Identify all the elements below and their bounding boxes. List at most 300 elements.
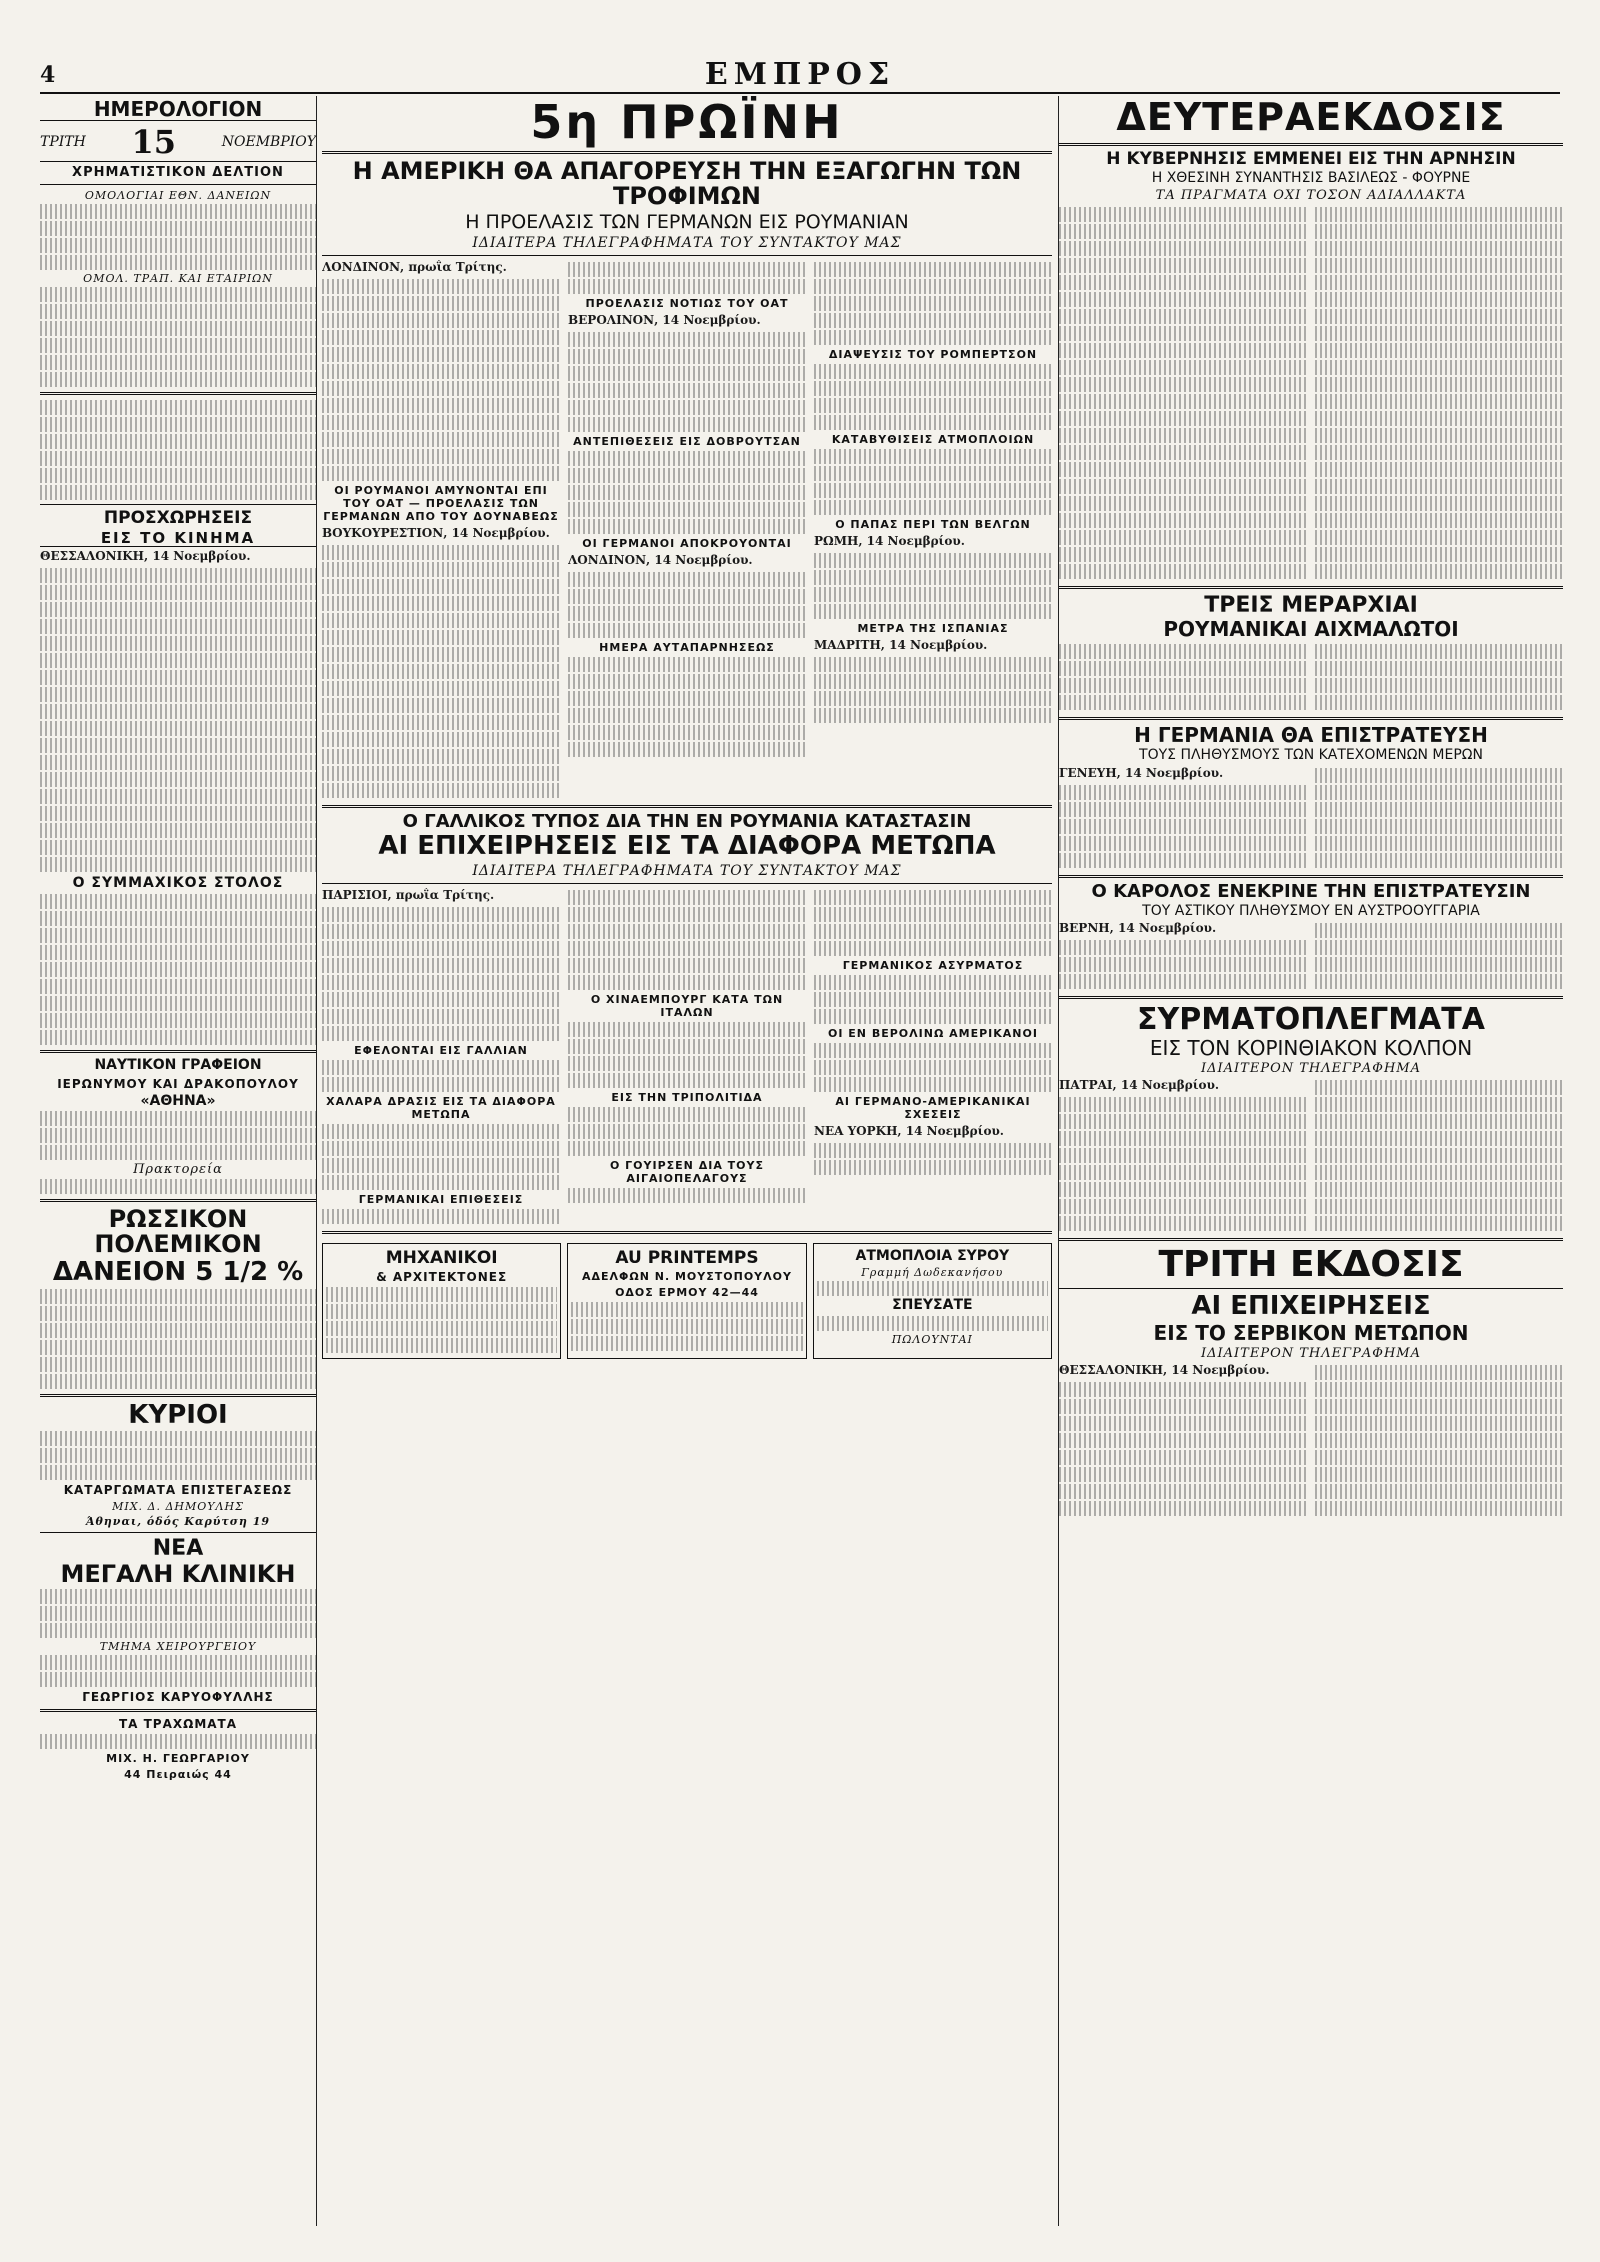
text-block <box>322 381 560 396</box>
text-block <box>1315 1399 1563 1414</box>
text-block <box>568 1107 806 1122</box>
text-block <box>568 572 806 587</box>
text-block <box>1315 974 1563 989</box>
text-block <box>322 415 560 430</box>
text-block <box>568 958 806 973</box>
text-block <box>40 687 316 702</box>
right-article-2 <box>1059 642 1563 712</box>
text-block <box>1059 1148 1307 1163</box>
text-block <box>571 1302 802 1317</box>
text-block <box>40 1145 316 1160</box>
text-block <box>322 613 560 628</box>
text-block <box>1315 224 1563 239</box>
text-block <box>568 1188 806 1203</box>
text-block <box>322 466 560 481</box>
text-block <box>814 941 1052 956</box>
text-block <box>568 674 806 689</box>
right-article-6 <box>1059 1363 1563 1518</box>
text-block <box>322 449 560 464</box>
ad-engineers <box>322 1243 561 1360</box>
text-block <box>1315 479 1563 494</box>
text-block <box>40 857 316 872</box>
text-block <box>568 349 806 364</box>
text-block <box>1315 1114 1563 1129</box>
text-block <box>1059 1114 1307 1129</box>
text-block <box>1315 428 1563 443</box>
text-block <box>40 434 316 449</box>
divider <box>40 184 316 185</box>
text-block <box>814 1077 1052 1092</box>
text-block <box>1059 1165 1307 1180</box>
text-block <box>40 806 316 821</box>
text-block <box>40 568 316 583</box>
text-block <box>1315 1199 1563 1214</box>
text-block <box>1059 836 1307 851</box>
calendar-date-row <box>40 123 316 162</box>
text-block <box>322 545 560 560</box>
text-block <box>1315 695 1563 710</box>
text-block <box>1059 309 1307 324</box>
text-block <box>1059 530 1307 545</box>
naval-ship: «ΑΘΗΝΑ» <box>140 1092 216 1109</box>
ad-printemps-addr: ΟΔΟΣ ΕΡΜΟΥ 42—44 <box>615 1286 759 1300</box>
text-block <box>322 1175 560 1190</box>
text-block <box>1059 547 1307 562</box>
text-block <box>40 979 316 994</box>
divider <box>40 1199 316 1202</box>
text-block <box>568 907 806 922</box>
text-block <box>1315 819 1563 834</box>
ad-syros-title: ΑΤΜΟΠΛΟΙΑ ΣΥΡΟΥ <box>855 1247 1010 1264</box>
text-block <box>1059 695 1307 710</box>
text-block <box>40 1013 316 1028</box>
text-block <box>814 890 1052 905</box>
text-block <box>1315 836 1563 851</box>
headline-fronts: ΑΙ ΕΠΙΧΕΙΡΗΣΕΙΣ ΕΙΣ ΤΑ ΔΙΑΦΟΡΑ ΜΕΤΩΠΑ <box>378 831 996 862</box>
text-block <box>1059 360 1307 375</box>
text-block <box>322 1060 560 1075</box>
text-block <box>40 468 316 483</box>
text-block <box>1315 292 1563 307</box>
text-block <box>1059 1450 1307 1465</box>
text-block <box>568 1141 806 1156</box>
text-block <box>1059 445 1307 460</box>
text-block <box>40 238 316 253</box>
text-block <box>1315 1182 1563 1197</box>
text-block <box>1059 1484 1307 1499</box>
sub-wilson: Ο ΓΟΥΙΡΣΕΝ ΔΙΑ ΤΟΥΣ ΑΙΓΑΙΟΠΕΛΑΓΟΥΣ <box>609 1158 764 1185</box>
text-block <box>568 468 806 483</box>
text-block <box>568 623 806 638</box>
text-block <box>1059 785 1307 800</box>
sub-german-wireless: ΓΕΡΜΑΝΙΚΟΣ ΑΣΥΡΜΑΤΟΣ <box>842 958 1024 972</box>
text-block <box>814 466 1052 481</box>
text-block <box>322 783 560 798</box>
ad-syros-sub: Γραμμή Δωδεκανήσου <box>861 1266 1004 1280</box>
text-block <box>1315 377 1563 392</box>
second-article <box>322 888 1052 1226</box>
text-block <box>814 1143 1052 1158</box>
special-telegram-2: ΙΔΙΑΙΤΕΡΟΝ ΤΗΛΕΓΡΑΦΗΜΑ <box>1201 1346 1421 1362</box>
telegrams-label: ΙΔΙΑΙΤΕΡΑ ΤΗΛΕΓΡΑΦΗΜΑΤΑ ΤΟΥ ΣΥΝΤΑΚΤΟΥ ΜΑΣ <box>472 234 902 251</box>
clinic-title: ΜΕΓΑΛΗ ΚΛΙΝΙΚΗ <box>60 1560 296 1589</box>
trachoma-title: ΤΑ ΤΡΑΧΩΜΑΤΑ <box>118 1717 238 1732</box>
text-block <box>40 1672 316 1687</box>
text-block <box>326 1287 557 1302</box>
text-block <box>1059 957 1307 972</box>
text-block <box>814 553 1052 568</box>
text-block <box>1315 1501 1563 1516</box>
text-block <box>1059 258 1307 273</box>
text-block <box>322 1009 560 1024</box>
text-block <box>322 958 560 973</box>
sub-robertson: ΔΙΑΨΕΥΣΙΣ ΤΟΥ ΡΟΜΠΕΡΤΣΟΝ <box>828 347 1038 361</box>
text-block <box>568 485 806 500</box>
ad-for-sale: ΠΩΛΟΥΝΤΑΙ <box>891 1332 973 1346</box>
text-block <box>1059 292 1307 307</box>
text-block <box>1059 394 1307 409</box>
text-block <box>568 451 806 466</box>
right-article-6-col-1 <box>1059 1363 1307 1518</box>
text-block <box>1059 564 1307 579</box>
text-block <box>814 364 1052 379</box>
text-block <box>817 1281 1048 1296</box>
divider <box>322 883 1052 884</box>
text-block <box>814 1160 1052 1175</box>
text-block <box>40 585 316 600</box>
sub-americans-berlin: ΟΙ ΕΝ ΒΕΡΟΛΙΝΩ ΑΜΕΡΙΚΑΝΟΙ <box>828 1026 1038 1040</box>
text-block <box>1315 343 1563 358</box>
text-block <box>1315 661 1563 676</box>
text-block <box>1315 496 1563 511</box>
text-block <box>1315 258 1563 273</box>
text-block <box>568 742 806 757</box>
text-block <box>1315 241 1563 256</box>
main-headline: Η ΑΜΕΡΙΚΗ ΘΑ ΑΠΑΓΟΡΕΥΣΗ ΤΗΝ ΕΞΑΓΩΓΗΝ ΤΩΝ ΤΡΟΦΙΜΩΝ <box>352 157 1022 211</box>
text-block <box>568 606 806 621</box>
text-block <box>568 1073 806 1088</box>
main-subhead: Η ΠΡΟΕΛΑΣΙΣ ΤΩΝ ΓΕΡΜΑΝΩΝ ΕΙΣ ΡΟΥΜΑΝΙΑΝ <box>465 210 909 233</box>
text-block <box>1315 309 1563 324</box>
text-block <box>40 1289 316 1304</box>
text-block <box>814 279 1052 294</box>
text-block <box>1059 496 1307 511</box>
text-block <box>40 755 316 770</box>
text-block <box>322 279 560 294</box>
text-block <box>814 1009 1052 1024</box>
text-block <box>322 681 560 696</box>
dateline-rome: ΡΩΜΗ, 14 Νοεμβρίου. <box>814 533 965 548</box>
germany-mobilize: Η ΓΕΡΜΑΝΙΑ ΘΑ ΕΠΙΣΤΡΑΤΕΥΣΗ <box>1134 723 1488 748</box>
text-block <box>40 894 316 909</box>
right-article-2-col-1 <box>1059 642 1307 712</box>
text-block <box>814 604 1052 619</box>
dateline-madrid: ΜΑΔΡΙΤΗ, 14 Νοεμβρίου. <box>814 637 988 652</box>
text-block <box>1315 445 1563 460</box>
text-block <box>322 1209 560 1224</box>
text-block <box>322 1141 560 1156</box>
article2-col-3 <box>814 888 1052 1226</box>
text-block <box>1315 513 1563 528</box>
text-block <box>1315 564 1563 579</box>
text-block <box>1315 957 1563 972</box>
right-subhead2: ΤΑ ΠΡΑΓΜΑΤΑ ΟΧΙ ΤΟΣΟΝ ΑΔΙΑΛΛΑΚΤΑ <box>1155 188 1467 204</box>
permits-title: ΚΑΤΑΡΓΩΜΑΤΑ ΕΠΙΣΤΕΓΑΣΕΩΣ <box>63 1482 293 1497</box>
divider <box>1059 143 1563 146</box>
text-block <box>814 975 1052 990</box>
sub-spain: ΜΕΤΡΑ ΤΗΣ ΙΣΠΑΝΙΑΣ <box>857 621 1009 635</box>
operations: ΑΙ ΕΠΙΧΕΙΡΗΣΕΙΣ <box>1191 1291 1431 1322</box>
right-article-1 <box>1059 205 1563 581</box>
text-block <box>1315 802 1563 817</box>
text-block <box>1315 360 1563 375</box>
text-block <box>322 907 560 922</box>
text-block <box>1059 411 1307 426</box>
loan-rate: ΔΑΝΕΙΟΝ 5 1/2 % <box>52 1257 304 1288</box>
text-block <box>814 907 1052 922</box>
text-block <box>40 1606 316 1621</box>
text-block <box>322 562 560 577</box>
text-block <box>1315 207 1563 222</box>
text-block <box>1059 326 1307 341</box>
article-col-1 <box>322 260 560 800</box>
ad-printemps-sub: ΑΔΕΛΦΩΝ Ν. ΜΟΥΣΤΟΠΟΥΛΟΥ <box>581 1270 792 1284</box>
text-block <box>814 1060 1052 1075</box>
text-block <box>1059 819 1307 834</box>
main-article <box>322 260 1052 800</box>
loan-title: ΡΩΣΣΙΚΟΝ ΠΟΛΕΜΙΚΟΝ <box>94 1204 262 1259</box>
text-block <box>40 911 316 926</box>
right-article-4-col-2 <box>1315 921 1563 991</box>
text-block <box>568 279 806 294</box>
article-col-3 <box>814 260 1052 800</box>
advance-title: ΠΡΟΣΧΩΡΗΣΕΙΣ <box>103 508 253 528</box>
dateline-patras: ΠΑΤΡΑΙ, 14 Νοεμβρίου. <box>1059 1078 1220 1093</box>
text-block <box>322 647 560 662</box>
text-block <box>326 1338 557 1353</box>
text-block <box>322 330 560 345</box>
text-block <box>814 500 1052 515</box>
text-block <box>40 962 316 977</box>
text-block <box>1059 1433 1307 1448</box>
text-block <box>1059 1216 1307 1231</box>
divider <box>322 1231 1052 1234</box>
text-block <box>568 366 806 381</box>
three-divisions: ΤΡΕΙΣ ΜΕΡΑΡΧΙΑΙ <box>1204 593 1418 619</box>
right-article-5-col-2 <box>1315 1078 1563 1233</box>
text-block <box>1315 1131 1563 1146</box>
text-block <box>1315 785 1563 800</box>
divider <box>40 1394 316 1397</box>
right-subhead: Η ΧΘΕΣΙΝΗ ΣΥΝΑΝΤΗΣΙΣ ΒΑΣΙΛΕΩΣ - ΦΟΥΡΝΕ <box>1151 169 1471 186</box>
dateline-bucharest: ΒΟΥΚΟΥΡΕΣΤΙΟΝ, 14 Νοεμβρίου. <box>322 525 550 540</box>
text-block <box>1059 1382 1307 1397</box>
text-block <box>814 483 1052 498</box>
text-block <box>568 975 806 990</box>
text-block <box>322 975 560 990</box>
text-block <box>40 721 316 736</box>
text-block <box>1315 530 1563 545</box>
text-block <box>40 1306 316 1321</box>
ad-hurry-title: ΣΠΕΥΣΑΤΕ <box>892 1297 973 1314</box>
text-block <box>1059 462 1307 477</box>
text-block <box>1059 275 1307 290</box>
romanian-prisoners: ΡΟΥΜΑΝΙΚΑΙ ΑΙΧΜΑΛΩΤΟΙ <box>1163 617 1459 642</box>
sub-germans-repelled: ΟΙ ΓΕΡΜΑΝΟΙ ΑΠΟΚΡΟΥΟΝΤΑΙ <box>582 536 792 550</box>
divider <box>1059 875 1563 878</box>
advance-sub: ΕΙΣ ΤΟ ΚΙΝΗΜΑ <box>40 530 316 548</box>
middle-column <box>322 96 1052 2226</box>
text-block <box>322 924 560 939</box>
text-block <box>568 1022 806 1037</box>
text-block <box>40 738 316 753</box>
permits-name: ΜΙΧ. Δ. ΔΗΜΟΥΛΗΣ <box>112 1499 244 1513</box>
wire-fences: ΣΥΡΜΑΤΟΠΛΕΓΜΑΤΑ <box>1137 1001 1485 1037</box>
right-article-4-col-1 <box>1059 921 1307 991</box>
text-block <box>1315 1433 1563 1448</box>
text-block <box>568 262 806 277</box>
text-block <box>814 262 1052 277</box>
text-block <box>322 398 560 413</box>
text-block <box>1059 678 1307 693</box>
text-block <box>1059 940 1307 955</box>
text-block <box>568 1056 806 1071</box>
dateline-geneva: ΓΕΝΕΥΗ, 14 Νοεμβρίου. <box>1059 765 1224 780</box>
text-block <box>40 789 316 804</box>
fleet-title: Ο ΣΥΜΜΑΧΙΚΟΣ ΣΤΟΛΟΣ <box>72 875 284 892</box>
text-block <box>40 372 316 387</box>
text-block <box>814 313 1052 328</box>
text-block <box>40 400 316 415</box>
text-block <box>568 657 806 672</box>
text-block <box>40 338 316 353</box>
text-block <box>40 1623 316 1638</box>
text-block <box>40 1179 316 1194</box>
sub-sinkings: ΚΑΤΑΒΥΘΙΣΕΙΣ ΑΤΜΟΠΛΟΙΩΝ <box>831 432 1035 446</box>
text-block <box>1315 1365 1563 1380</box>
dateline-thessaloniki: ΘΕΣΣΑΛΟΝΙΚΗ, 14 Νοεμβρίου. <box>1059 1363 1270 1378</box>
text-block <box>814 330 1052 345</box>
text-block <box>568 332 806 347</box>
text-block <box>571 1336 802 1351</box>
text-block <box>568 1039 806 1054</box>
text-block <box>1315 462 1563 477</box>
text-block <box>1059 513 1307 528</box>
sub-slack-action: ΧΑΛΑΡΑ ΔΡΑΣΙΣ ΕΙΣ ΤΑ ΔΙΑΦΟΡΑ ΜΕΤΩΠΑ <box>326 1094 556 1121</box>
text-block <box>40 287 316 302</box>
second-edition: ΔΕΥΤΕΡΑΕΚΔΟΣΙΣ <box>1116 96 1506 139</box>
text-block <box>1315 394 1563 409</box>
text-block <box>322 749 560 764</box>
text-block <box>1315 1467 1563 1482</box>
right-article-3-col-1 <box>1059 766 1307 870</box>
text-block <box>40 670 316 685</box>
text-block <box>40 304 316 319</box>
divider <box>322 255 1052 256</box>
text-block <box>814 381 1052 396</box>
page-number: 4 <box>40 62 56 88</box>
text-block <box>568 691 806 706</box>
divider <box>1059 996 1563 999</box>
text-block <box>326 1321 557 1336</box>
right-column <box>1058 96 1563 2226</box>
divider <box>1059 1288 1563 1289</box>
text-block <box>1059 661 1307 676</box>
right-article-2-col-2 <box>1315 642 1563 712</box>
text-block <box>814 691 1052 706</box>
text-block <box>322 1026 560 1041</box>
text-block <box>40 355 316 370</box>
text-block <box>814 449 1052 464</box>
text-block <box>814 587 1052 602</box>
ads-row <box>322 1239 1052 1364</box>
text-block <box>40 221 316 236</box>
text-block <box>322 364 560 379</box>
calendar-day: ΤΡΙΤΗ <box>40 134 86 150</box>
text-block <box>1315 411 1563 426</box>
text-block <box>322 432 560 447</box>
trachoma-doctor: ΜΙΧ. Η. ΓΕΩΡΓΑΡΙΟΥ <box>106 1752 250 1766</box>
text-block <box>814 415 1052 430</box>
article-col-2 <box>568 260 806 800</box>
lords-title: ΚΥΡΙΟΙ <box>128 1399 228 1430</box>
text-block <box>1059 802 1307 817</box>
text-block <box>322 941 560 956</box>
corinthian-gulf: ΕΙΣ ΤΟΝ ΚΟΡΙΝΘΙΑΚΟΝ ΚΟΛΠΟΝ <box>1149 1036 1473 1061</box>
text-block <box>322 347 560 362</box>
text-block <box>1059 974 1307 989</box>
text-block <box>568 417 806 432</box>
text-block <box>568 708 806 723</box>
text-block <box>814 657 1052 672</box>
text-block <box>1315 1216 1563 1231</box>
divider <box>322 805 1052 808</box>
text-block <box>1059 1416 1307 1431</box>
article2-col-2 <box>568 888 806 1226</box>
clinic-dept: ΤΜΗΜΑ ΧΕΙΡΟΥΡΓΕΙΟΥ <box>99 1640 257 1654</box>
text-block <box>1315 326 1563 341</box>
text-block <box>40 1340 316 1355</box>
text-block <box>1315 853 1563 868</box>
text-block <box>814 570 1052 585</box>
text-block <box>1059 1182 1307 1197</box>
headline-french-press: Ο ΓΑΛΛΙΚΟΣ ΤΥΠΟΣ ΔΙΑ ΤΗΝ ΕΝ ΡΟΥΜΑΝΙΑ ΚΑΤΑΣΤΑΣΙΝ <box>402 810 972 832</box>
third-edition: ΤΡΙΤΗ ΕΚΔΟΣΙΣ <box>1158 1244 1464 1286</box>
text-block <box>568 924 806 939</box>
text-block <box>1059 853 1307 868</box>
sub-pope: Ο ΠΑΠΑΣ ΠΕΡΙ ΤΩΝ ΒΕΛΓΩΝ <box>835 517 1031 531</box>
telegrams-label-2: ΙΔΙΑΙΤΕΡΑ ΤΗΛΕΓΡΑΦΗΜΑΤΑ ΤΟΥ ΣΥΝΤΑΚΤΟΥ ΜΑΣ <box>472 862 902 879</box>
ad-engineers-title: ΜΗΧΑΝΙΚΟΙ <box>385 1247 498 1268</box>
text-block <box>568 502 806 517</box>
text-block <box>1315 1484 1563 1499</box>
text-block <box>40 417 316 432</box>
clinic-new: ΝΕΑ <box>152 1535 204 1561</box>
permits-addr: Άθηναι, όδός Καρύτση 19 <box>85 1514 271 1528</box>
text-block <box>568 519 806 534</box>
text-block <box>814 674 1052 689</box>
text-block <box>40 1655 316 1670</box>
text-block <box>1315 940 1563 955</box>
right-article-3-col-2 <box>1315 766 1563 870</box>
right-article-4 <box>1059 921 1563 991</box>
text-block <box>1315 1080 1563 1095</box>
serbian-front: ΕΙΣ ΤΟ ΣΕΡΒΙΚΟΝ ΜΕΤΩΠΟΝ <box>1153 1321 1469 1346</box>
right-article-col-2 <box>1315 205 1563 581</box>
text-block <box>40 772 316 787</box>
karl-approved: Ο ΚΑΡΟΛΟΣ ΕΝΕΚΡΙΝΕ ΤΗΝ ΕΠΙΣΤΡΑΤΕΥΣΙΝ <box>1091 880 1531 902</box>
text-block <box>322 296 560 311</box>
